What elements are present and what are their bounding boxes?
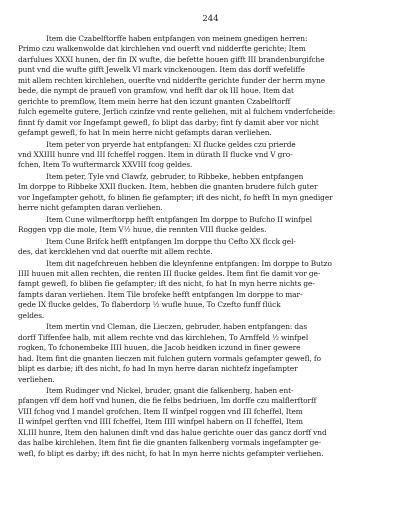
text-line: darfulues XXXI hunen, der fin IX wufte, die befette houen gifft III brandenburgifche bbox=[18, 54, 325, 64]
text-line: IIII huuen mit allen rechten, die renten III flucke geldes. Item fint fie damit vor ge- bbox=[18, 268, 321, 278]
text-line: Item peter, Tyle vnd Clawfz, gebruder, to Ribbeke, hebben entpfangen bbox=[46, 171, 304, 181]
document-body bbox=[18, 34, 403, 459]
text-line: had. Item fint die gnanten lieczen mit fulchen gutern vormals gefampter gewefl, fo bbox=[18, 353, 321, 363]
text-line: gerichte to premflow, Item mein herre hat den iczunt gnanten Czabelftorff bbox=[18, 96, 291, 106]
text-line: dorff Tiffenfee halb, mit allem rechte vnd das kirchlehen, To Arnffeld ½ winfpel bbox=[18, 332, 309, 342]
text-line: II winfpel gerften vnd IIII fcheffel, Item IIII winfpel habern on II fcheffel, Item bbox=[18, 417, 303, 427]
text-line: Item Cune wilmerftorpp hefft entpfangen Im dorppe to Bufcho II winfpel bbox=[46, 214, 313, 224]
text-line: XLIII hunre, Item den halunen dinft vnd das halue gerichte ouer das gancz dorff vnd bbox=[18, 427, 327, 437]
text-line: des, dat kercklehen vnd dat ouerfte mit allem rechte. bbox=[18, 247, 213, 257]
text-line: Item die Czabelftorffe haben entpfangen von meinem gnedigen herren: bbox=[46, 34, 308, 43]
text-line: fampts daran verliehen. Item Tile brofeke hefft entpfangen Im dorppe to mar- bbox=[18, 289, 303, 299]
text-line: Item Rudinger vnd Nickel, bruder, gnant die falkenberg, haben ent- bbox=[46, 385, 294, 395]
text-line: vor Ingefampter gehott, fo blinen fie gefampter; ift des nicht, fo hefft In myn gnediger bbox=[18, 192, 333, 202]
paragraph bbox=[18, 386, 403, 459]
paragraph bbox=[18, 215, 403, 236]
paragraph bbox=[18, 172, 403, 214]
paragraph bbox=[18, 34, 403, 139]
text-line: fampt gewefl, fo bliben fie gefampter; ift des nicht, fo hat In myn herre nichts ge- bbox=[18, 279, 315, 289]
text-line: punt vnd die wufte gifft Jewelk VI mark vinckenougen. Item das dorff wefeliffe bbox=[18, 65, 305, 75]
text-line: Item dit nagefchreuen hebben die kleynfenne entpfangen: Im dorppe to Butzo bbox=[46, 258, 332, 268]
text-line: vnd XXIIII hunre vnd III fcheffel roggen. Item in dürath II flucke vnd V gro- bbox=[18, 149, 293, 159]
text-line: Roggen vpp die mole, Item V½ huue, die rennten VIII flucke geldes. bbox=[18, 225, 267, 235]
text-line: Item peter von pryerde hat entpfangen: XI flucke geldes czu prierde bbox=[46, 139, 296, 149]
text-line: fulch egemelte gutere, Jerlich czinfze vnd rente geliehen, mit al fulchem vnderfcheide: bbox=[18, 107, 336, 117]
paragraph bbox=[18, 237, 403, 258]
text-line: verliehen. bbox=[18, 374, 55, 384]
paragraph bbox=[18, 322, 403, 385]
page-number: 244 bbox=[202, 14, 219, 24]
paragraph bbox=[18, 140, 403, 171]
text-line: wefl, fo blipt es darby; ift des nicht, fo hat In myn herre nichts gefampter verliehen. bbox=[18, 448, 324, 458]
text-line: Item mertin vnd Cleman, die Lieczen, gebruder, haben entpfangen: das bbox=[46, 322, 308, 332]
text-line: finnt fy damit vor Ingefampt gewefl, fo blipt das darby; fint fy damit aber vor nicht bbox=[18, 117, 319, 127]
text-line: das halbe kirchlehen. Item fint fie die gnanten falkenberg vormals ingefampter ge- bbox=[18, 438, 321, 448]
text-line: Item Cune Brifck hefft entpfangen Im dorppe thu Cefto XX flcck gel- bbox=[46, 236, 296, 246]
text-line: gede IX flucke geldes, To flaberdorp ½ wufle huue, To Czefto funff flück bbox=[18, 300, 281, 310]
text-line: bede, die nympt de prauefl von gramfow, vnd hefft dar ok III houe. Item dat bbox=[18, 86, 294, 96]
text-line: geldes. bbox=[18, 310, 45, 320]
text-line: fchen, Item To wuftermarck XXVIII fcog geldes. bbox=[18, 160, 193, 170]
text-line: blipt es darbie; ift des nicht, fo had In myn herre daran nichtefz ingefampter bbox=[18, 364, 298, 374]
text-line: VIII fchog vnd I mandel grofchen, Item II winfpel roggen vnd III fcheffel, Item bbox=[18, 406, 303, 416]
text-line: rogken, To fchonembeke IIII huuen, die Jacob heidken iczund in finer gewere bbox=[18, 343, 301, 353]
text-line: Im dorppe to Ribbeke XXII flucken. Item, hebben die gnanten brudere fulch guter bbox=[18, 182, 318, 192]
text-line: mit allem rechten kirchlehen, ouerfte vnd nidderfte gerichte funder der herrn myne bbox=[18, 75, 326, 85]
text-line: gefampt gewefl, fo hat In mein herre nicht gefampts daran verliehen. bbox=[18, 128, 272, 138]
text-line: pfangen vff dem hoff vnd hunen, die fie felbs bedriuen, Im dorffe czu malflerftorff bbox=[18, 396, 317, 406]
paragraph bbox=[18, 259, 403, 322]
text-line: Primo czu walkenwolde dat kirchlehen vnd ouerft vnd nidderfte gerichte; Item bbox=[18, 44, 306, 54]
text-line: herre nicht gefampten daran verliehen. bbox=[18, 203, 163, 213]
